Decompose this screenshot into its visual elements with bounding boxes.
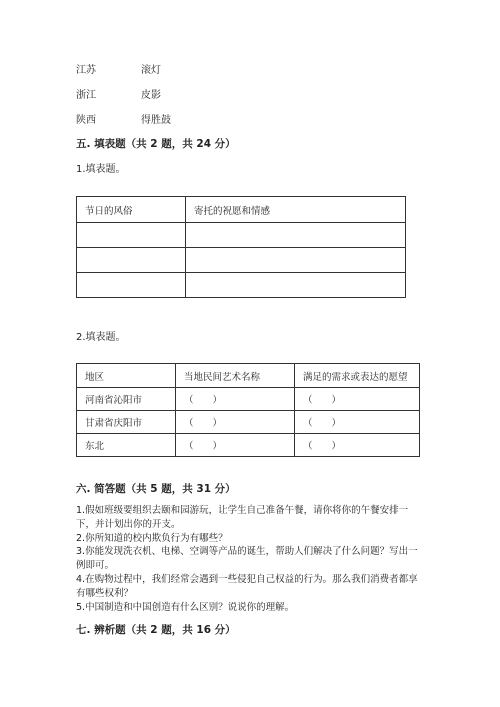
table2-blank: （ ） bbox=[295, 411, 420, 434]
table-festival bbox=[76, 196, 406, 298]
table1-cell bbox=[77, 223, 186, 248]
table2-header-2: 当地民间艺术名称 bbox=[176, 364, 295, 388]
table1-cell bbox=[77, 248, 186, 273]
question-3: 3.你能发现洗衣机、电梯、空调等产品的诞生，帮助人们解决了什么问题？写出一例即可。 bbox=[76, 546, 418, 572]
table1-header-1: 节日的风俗 bbox=[77, 197, 186, 223]
question-2: 2.你所知道的校内欺负行为有哪些？ bbox=[76, 532, 228, 544]
table2-blank: （ ） bbox=[295, 388, 420, 411]
table2-blank: （ ） bbox=[176, 388, 295, 411]
table1-header-2: 寄托的祝愿和情感 bbox=[186, 197, 406, 223]
match-left-1: 江苏 bbox=[76, 65, 96, 76]
table2-header-3: 满足的需求或表达的愿望 bbox=[295, 364, 420, 388]
section6-heading: 六. 简答题（共 5 题，共 31 分） bbox=[76, 483, 236, 495]
section5-heading: 五. 填表题（共 2 题，共 24 分） bbox=[76, 138, 236, 150]
match-left-2: 浙江 bbox=[76, 90, 96, 101]
q2-label: 2.填表题。 bbox=[76, 332, 126, 343]
table2-region: 甘肃省庆阳市 bbox=[77, 411, 176, 434]
table2-region: 河南省沁阳市 bbox=[77, 388, 176, 411]
table2-blank: （ ） bbox=[176, 434, 295, 457]
match-right-1: 滚灯 bbox=[141, 65, 161, 76]
match-right-2: 皮影 bbox=[141, 90, 161, 101]
table-folk-art bbox=[76, 363, 420, 457]
match-right-3: 得胜鼓 bbox=[141, 115, 171, 126]
table2-blank: （ ） bbox=[176, 411, 295, 434]
table1-cell bbox=[186, 273, 406, 298]
section7-heading: 七. 辨析题（共 2 题，共 16 分） bbox=[76, 624, 236, 636]
table2-header-1: 地区 bbox=[77, 364, 176, 388]
table2-blank: （ ） bbox=[295, 434, 420, 457]
table2-region: 东北 bbox=[77, 434, 176, 457]
table1-cell bbox=[186, 248, 406, 273]
match-left-3: 陕西 bbox=[76, 115, 96, 126]
question-5: 5.中国制造和中国创造有什么区别？说说你的理解。 bbox=[76, 601, 295, 613]
table1-cell bbox=[186, 223, 406, 248]
table1-cell bbox=[77, 273, 186, 298]
q1-label: 1.填表题。 bbox=[76, 164, 126, 175]
question-4: 4.在购物过程中，我们经常会遇到一些侵犯自己权益的行为。那么我们消费者都享有哪些权利？ bbox=[76, 573, 418, 599]
question-1: 1.假如班级要组织去颐和园游玩，让学生自己准备午餐，请你将你的午餐安排一下，并计划出你的开支。 bbox=[76, 505, 409, 530]
short-answer-list bbox=[76, 504, 426, 614]
